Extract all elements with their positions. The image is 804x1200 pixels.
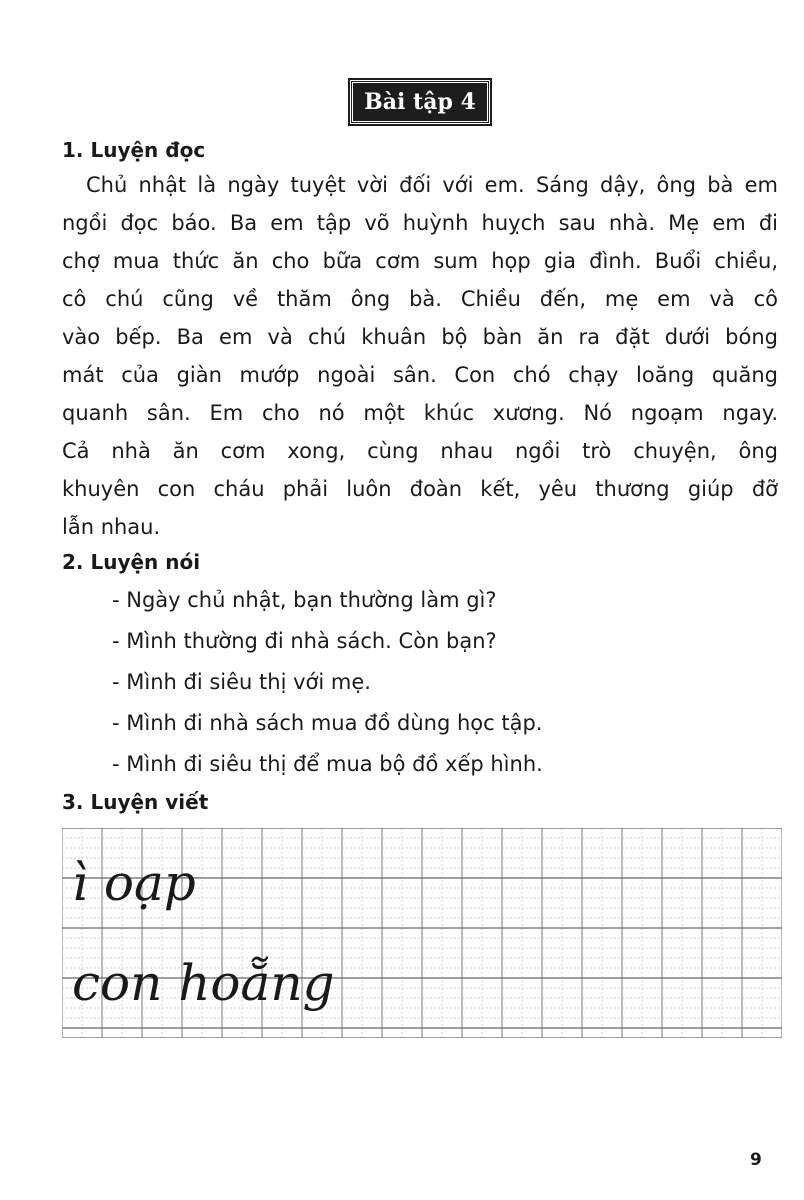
exercise-title: Bài tập 4: [364, 89, 476, 115]
passage-line: khuyên con cháu phải luôn đoàn kết, yêu thương giúp đỡ: [62, 477, 778, 501]
exercise-title-box: [350, 80, 490, 124]
speaking-heading: 2. Luyện nói: [62, 550, 201, 574]
passage-line: Cả nhà ăn cơm xong, cùng nhau ngồi trò chuyện, ông: [62, 439, 778, 463]
speaking-dialog: [112, 580, 543, 785]
passage-line: vào bếp. Ba em và chú khuân bộ bàn ăn ra đặt dưới bóng: [62, 325, 778, 349]
page-number: 9: [750, 1150, 762, 1170]
dialog-line: - Mình đi siêu thị để mua bộ đồ xếp hình.: [112, 752, 543, 776]
dialog-line: - Mình đi siêu thị với mẹ.: [112, 670, 371, 694]
writing-heading: 3. Luyện viết: [62, 790, 209, 814]
reading-passage: [62, 166, 778, 546]
dialog-line: - Mình thường đi nhà sách. Còn bạn?: [112, 629, 497, 653]
passage-line: mát của giàn mướp ngoài sân. Con chó chạy loăng quăng: [62, 363, 778, 387]
passage-line: cô chú cũng về thăm ông bà. Chiều đến, mẹ em và cô: [62, 287, 778, 311]
passage-line: ngồi đọc báo. Ba em tập võ huỳnh huỵch sau nhà. Mẹ em đi: [62, 211, 778, 235]
handwriting-sample-1: ì oạp: [72, 854, 196, 912]
passage-line: lẫn nhau.: [62, 515, 161, 539]
handwriting-grid: [62, 828, 782, 1038]
reading-heading: 1. Luyện đọc: [62, 138, 206, 162]
handwriting-sample-2: con hoẵng: [72, 954, 335, 1012]
passage-line: quanh sân. Em cho nó một khúc xương. Nó ngoạm ngay.: [62, 401, 778, 425]
passage-line: chợ mua thức ăn cho bữa cơm sum họp gia đình. Buổi chiều,: [62, 249, 778, 273]
dialog-line: - Ngày chủ nhật, bạn thường làm gì?: [112, 588, 497, 612]
dialog-line: - Mình đi nhà sách mua đồ dùng học tập.: [112, 711, 543, 735]
passage-line: Chủ nhật là ngày tuyệt vời đối với em. Sáng dậy, ông bà em: [86, 173, 778, 197]
